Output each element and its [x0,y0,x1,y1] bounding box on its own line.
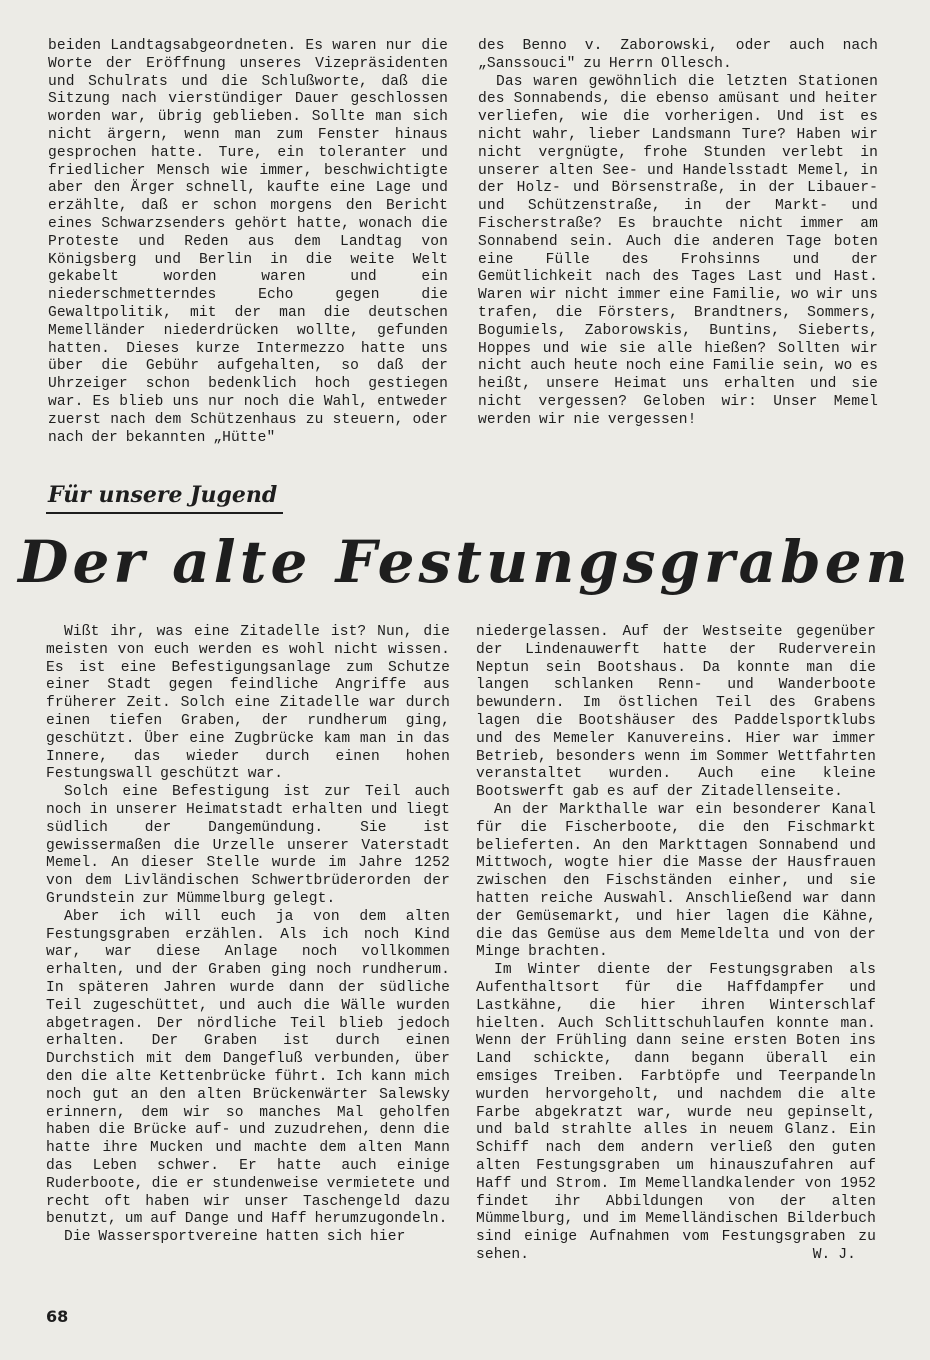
article-title: Der alte Festungsgraben [18,528,912,596]
paragraph: Wißt ihr, was eine Zitadelle ist? Nun, die meisten von euch werden es wohl nicht wissen. Es ist eine Befestigungsanlage zum Schutze einer Stadt gegen feindliche Angriffe aus früherer Zeit. Solch eine Zitadelle war durch einen tiefen Graben, der rundherum ging, geschützt. Über eine Zugbrücke kam man in das Innere, das wieder durch einen hohen Festungswall geschützt war. [46,624,450,783]
top-left-column [48,38,448,447]
page-number: 68 [46,1307,69,1326]
paragraph-text: Im Winter diente der Festungsgraben als Aufenthaltsort für die Haffdampfer und Lastkähne, die hier ihren Winterschlaf hielten. Auch Schlittschuhlaufen konnte man. Wenn der Frühling dann seine ersten Boten ins Land schickte, dann begann überall ein emsiges Treiben. Farbtöpfe und Teerpandeln wurden hervorgeholt, und nachdem die alte Farbe abgekratzt war, wurde neu gepinselt, und bald strahlte alles in neuem Glanz. Ein Schiff nach dem andern verließ den guten alten Festungsgraben um hinauszufahren auf Haff und Strom. Im Memellandkalender von 1952 findet ihr Abbildungen von der alten Mümmelburg, und im Memelländischen Bilderbuch sind einige Aufnahmen vom Festungsgraben zu sehen. [476,962,876,1263]
author-signature: W. J. [812,1246,856,1263]
paragraph: Das waren gewöhnlich die letzten Stationen des Sonnabends, die ebenso amüsant und heiter verliefen, wie die vorherigen. Und ist es nicht wahr, lieber Landsmann Ture? Haben wir nicht vergnügte, frohe Stunden verlebt in unserer alten See- und Handelsstadt Memel, in der Holz- und Börsenstraße, in der Libauer- und Schützenstraße, in der Markt- und Fischerstraße? Es brauchte nicht immer am Sonnabend sein. Auch die anderen Tage boten eine Fülle des Frohsinns und der Gemütlichkeit nach des Tages Last und Hast. Waren wir nicht immer eine Familie, wo wir uns trafen, die Försters, Brandtners, Sommers, Bogumiels, Zaborowskis, Buntins, Sieberts, Hoppes und wie sie alle hießen? Sollten wir nicht auch heute noch eine Familie sein, wo es heißt, unsere Heimat uns erhalten und sie nicht vergessen? Geloben wir: Unser Memel werden wir nie vergessen! [478,73,878,428]
paragraph: Aber ich will euch ja von dem alten Festungsgraben erzählen. Als ich noch Kind war, war diese Anlage noch vollkommen erhalten, und der Graben ging noch rundherum. In späteren Jahren wurde dann der südliche Teil zugeschüttet, und auch die Wälle wurden abgetragen. Der nördliche Teil blieb jedoch erhalten. Der Graben ist durch einen Durchstich mit dem Dangefluß verbunden, über den die alte Kettenbrücke führt. Ich kann mich noch gut an den alten Brückenwärter Salewsky erinnern, dem wir so manches Mal geholfen haben die Brücke auf- und zuzudrehen, denn die hatte ihre Mucken und machte dem alten Mann das Leben schwer. Er hatte auch einige Ruderboote, die er stundenweise vermietete und recht oft haben wir unser Taschengeld dazu benutzt, um auf Dange und Haff herumzugondeln. [46,908,450,1228]
section-label: Für unsere Jugend [46,482,283,514]
paragraph: des Benno v. Zaborowski, oder auch nach „Sanssouci" zu Herrn Ollesch. [478,38,878,72]
paragraph: An der Markthalle war ein besonderer Kanal für die Fischerboote, die den Fischmarkt belieferten. An den Markttagen Sonnabend und Mittwoch, wogte hier die Masse der Hausfrauen zwischen den Fischständen einher, und sie hatten reiche Auswahl. Anschließend war dann der Gemüsemarkt, und hier lagen die Kähne, die das Gemüse aus dem Memeldelta und von der Minge brachten. [476,801,876,961]
paragraph: Solch eine Befestigung ist zur Teil auch noch in unserer Heimatstadt erhalten und liegt südlich der Dangemündung. Sie ist gewissermaßen die Urzelle unserer Vaterstadt Memel. An dieser Stelle wurde im Jahre 1252 von dem Livländischen Schwertbrüderorden der Grundstein zur Mümmelburg gelegt. [46,784,450,907]
article-left-column [46,624,450,1247]
paragraph: beiden Landtagsabgeordneten. Es waren nur die Worte der Eröffnung unseres Vizepräsidenten und Schulrats und die Schlußworte, daß die Sitzung nach vierstündiger Dauer geschlossen worden war, übrig geblieben. Sollte man sich nicht ärgern, wenn man zum Fenster hinaus gesprochen hatte. Ture, ein toleranter und friedlicher Mensch wie immer, beschwichtigte aber den Ärger schnell, kaufte eine Lage und erzählte, daß er schon morgens den Bericht eines Schwarzsenders gehört hatte, wonach die Proteste und Reden aus dem Landtag von Königsberg und Berlin in die weite Welt gekabelt worden waren und ein niederschmetterndes Echo gegen die Gewaltpolitik, mit der man die deutschen Memelländer niederdrücken wollte, gefunden hatten. Dieses kurze Intermezzo hatte uns über die Gebühr aufgehalten, so daß der Uhrzeiger schon bedenklich hoch gestiegen war. Es blieb uns nur noch die Wahl, entweder zuerst nach dem Schützenhaus zu steuern, oder nach der bekannten „Hütte" [48,38,448,446]
paragraph: Die Wassersportvereine hatten sich hier [64,1229,406,1246]
article-right-column [476,624,876,1265]
paragraph [476,962,876,1265]
top-right-column [478,38,878,430]
paragraph: niedergelassen. Auf der Westseite gegenüber der Lindenauwerft hatte der Ruderverein Neptun sein Bootshaus. Da konnte man die langen schlanken Renn- und Wanderboote bewundern. Im östlichen Teil des Grabens lagen die Bootshäuser des Paddelsportklubs und des Memeler Kanuvereins. Hier war immer Betrieb, besonders wenn im Sommer Wettfahrten veranstaltet wurden. Auch eine kleine Bootswerft gab es auf der Zitadellenseite. [476,624,876,801]
